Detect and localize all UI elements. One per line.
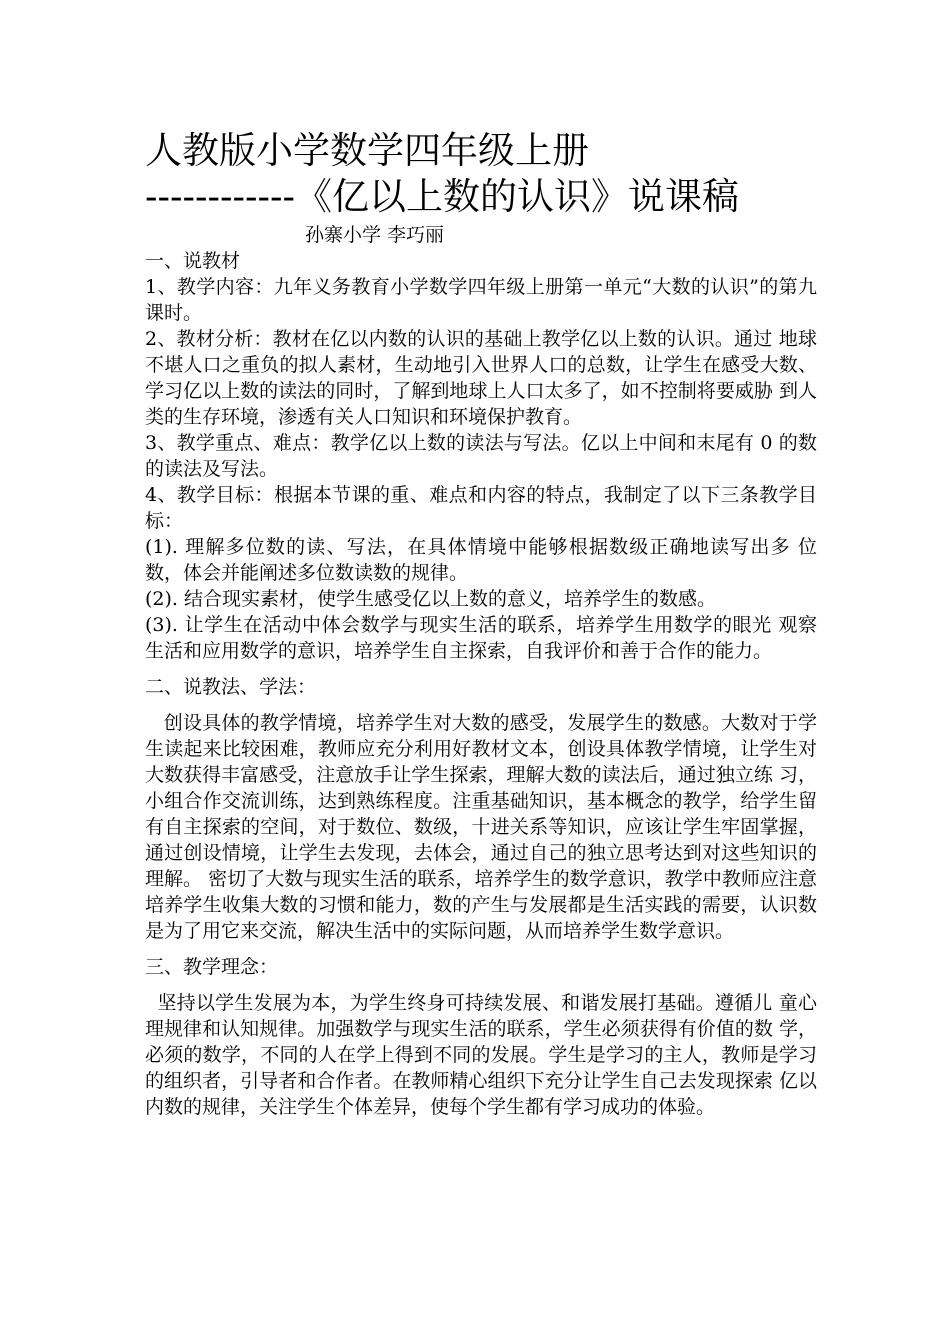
section1-paragraph-keypoints: 3、教学重点、难点：教学亿以上数的读法与写法。亿以上中间和末尾有 0 的数的读法及写法。: [145, 432, 817, 480]
section1-paragraph-content: 1、教学内容：九年义务教育小学数学四年级上册第一单元“大数的认识”的第九课时。: [145, 276, 817, 324]
section1-paragraph-analysis: 2、教材分析：教材在亿以内数的认识的基础上教学亿以上数的认识。通过 地球不堪人口之重负的拟人素材，生动地引入世界人口的总数，让学生在感受大数、学习亿以上数的读法的同时，了解到地球上人口太多了，如不控制将要威胁 到人类的生存环境，渗透有关人口知识和环境保护教育。: [145, 328, 817, 428]
section1-goal-2: (2). 结合现实素材，使学生感受亿以上数的意义，培养学生的数感。: [145, 588, 716, 610]
doc-title-line1: 人教版小学数学四年级上册: [145, 129, 589, 172]
section3-heading: 三、教学理念：: [145, 956, 279, 978]
section1-goal-3: (3). 让学生在活动中体会数学与现实生活的联系，培养学生用数学的眼光 观察生活和应用数学的意识，培养学生自主探索，自我评价和善于合作的能力。: [145, 614, 817, 662]
section3-paragraph: 坚持以学生发展为本，为学生终身可持续发展、和谐发展打基础。遵循儿 童心理规律和认知规律。加强数学与现实生活的联系，学生必须获得有价值的数 学，必须的数学，不同的人在学上得到不同的发展。学生是学习的主人，教师是学习的组织者，引导者和合作者。在教师精心组织下充分让学生自己去发现探索 亿以内数的规律，关注学生个体差异，使每个学生都有学习成功的体验。: [145, 992, 817, 1118]
section1-paragraph-goals: 4、教学目标：根据本节课的重、难点和内容的特点，我制定了以下三条教学目标：: [145, 484, 817, 532]
doc-title-line2: ------------《亿以上数的认识》说课稿: [145, 175, 740, 218]
section2-paragraph: 创设具体的教学情境，培养学生对大数的感受，发展学生的数感。大数对于学生读起来比较困难，教师应充分利用好教材文本，创设具体教学情境，让学生对大数获得丰富感受，注意放手让学生探索，理解大数的读法后，通过独立练 习，小组合作交流训练，达到熟练程度。注重基础知识，基本概念的教学，给学生留有自主探索的空间，对于数位、数级，十进关系等知识，应该让学生牢固掌握，通过创设情境，让学生去发现，去体会，通过自己的独立思考达到对这些知识的理解。 密切了大数与现实生活的联系，培养学生的数学意识，教学中教师应注意 培养学生收集大数的习惯和能力，数的产生与发展都是生活实践的需要，认识数 是为了用它来交流，解决生活中的实际问题，从而培养学生数学意识。: [145, 712, 824, 942]
document-page: [145, 128, 824, 1120]
section1-goal-1: (1). 理解多位数的读、写法，在具体情境中能够根据数级正确地读写出多 位数，体会并能阐述多位数读数的规律。: [145, 536, 817, 584]
section2-heading: 二、说教法、学法：: [145, 676, 317, 698]
doc-author: 孙寨小学 李巧丽: [305, 224, 445, 246]
section1-heading: 一、说教材: [145, 250, 241, 272]
